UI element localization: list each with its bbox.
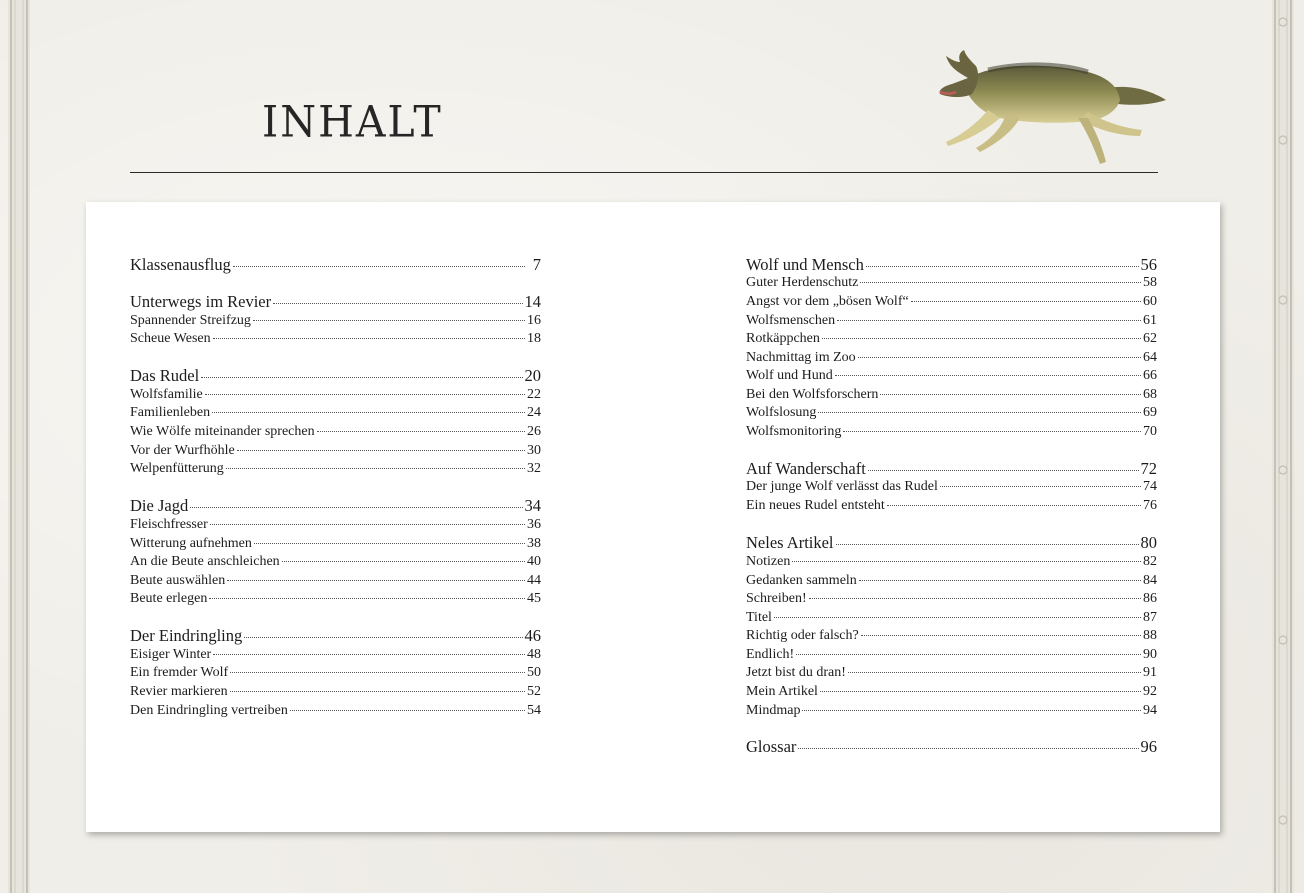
dot-leader [802,710,1141,711]
toc-entry [130,423,541,441]
toc-entry [130,312,541,330]
toc-entry [746,293,1157,311]
toc-entry-page-number: 64 [1143,350,1157,365]
dot-leader [860,282,1141,283]
toc-entry-page-number: 70 [1143,424,1157,439]
toc-entry-page-number: 91 [1143,665,1157,680]
toc-chapter-entry [130,256,541,274]
toc-entry-title: Den Eindringling vertreiben [130,703,288,718]
dot-leader [237,450,525,451]
dot-leader [290,710,525,711]
dot-leader [837,320,1141,321]
toc-entry-title: Bei den Wolfsforschern [746,387,879,402]
toc-entry-page-number: 38 [527,536,541,551]
dot-leader [774,617,1141,618]
toc-entry-title: Fleischfresser [130,517,208,532]
toc-entry-page-number: 82 [1143,554,1157,569]
toc-entry-title: Auf Wanderschaft [746,459,866,478]
dot-leader [282,561,525,562]
toc-entry [130,330,541,348]
toc-entry-title: Der Eindringling [130,626,243,645]
toc-entry-page-number: 66 [1143,368,1157,383]
toc-entry-page-number: 62 [1143,331,1157,346]
toc-entry-title: Rotkäppchen [746,331,820,346]
toc-entry-title: Wolfslosung [746,405,817,420]
dot-leader [858,357,1141,358]
toc-entry-page-number: 44 [527,573,541,588]
toc-entry [746,646,1157,664]
dot-leader [213,338,525,339]
toc-entry-page-number: 14 [524,292,541,311]
toc-entry-title: Eisiger Winter [130,647,212,662]
toc-entry [746,664,1157,682]
toc-entry-page-number: 76 [1143,498,1157,513]
toc-entry-title: Glossar [746,737,797,756]
toc-entry-title: Welpenfütterung [130,461,224,476]
toc-entry [130,553,541,571]
dot-leader [820,691,1141,692]
toc-entry-page-number: 45 [527,591,541,606]
toc-entry [130,572,541,590]
toc-entry-page-number: 30 [527,443,541,458]
toc-entry-page-number: 80 [1140,533,1157,552]
toc-chapter-entry [130,627,541,645]
dot-leader [822,338,1141,339]
toc-entry [130,535,541,553]
toc-entry-title: Notizen [746,554,791,569]
toc-entry [130,404,541,422]
toc-entry-title: Schreiben! [746,591,807,606]
toc-entry [746,478,1157,496]
toc-entry-page-number: 7 [532,255,541,274]
toc-entry [746,497,1157,515]
toc-entry [130,683,541,701]
toc-entry-title: Unterwegs im Revier [130,292,272,311]
toc-entry-title: Beute erlegen [130,591,208,606]
toc-entry-page-number: 26 [527,424,541,439]
toc-entry-title: Spannender Streifzug [130,313,251,328]
toc-chapter-entry [746,256,1157,274]
toc-entry-title: Wolfsmenschen [746,313,836,328]
toc-entry-title: Revier markieren [130,684,228,699]
dot-leader [227,580,525,581]
dot-leader [226,468,525,469]
toc-entry-page-number: 22 [527,387,541,402]
toc-entry-page-number: 50 [527,665,541,680]
toc-entry [746,609,1157,627]
toc-entry [746,367,1157,385]
dot-leader [843,431,1141,432]
dot-leader [212,412,525,413]
toc-entry [746,423,1157,441]
toc-entry-page-number: 87 [1143,610,1157,625]
dot-leader [230,691,525,692]
toc-entry-title: Endlich! [746,647,795,662]
toc-entry-page-number: 56 [1140,255,1157,274]
dot-leader [868,470,1139,471]
toc-entry-title: Vor der Wurfhöhle [130,443,235,458]
toc-entry [746,330,1157,348]
toc-entry [746,553,1157,571]
dot-leader [798,748,1138,749]
toc-entry [130,442,541,460]
dot-leader [254,543,525,544]
dot-leader [848,672,1141,673]
dot-leader [233,266,525,267]
toc-entry-title: Angst vor dem „bösen Wolf“ [746,294,909,309]
toc-entry-title: Der junge Wolf verlässt das Rudel [746,479,938,494]
toc-entry [130,646,541,664]
toc-entry-title: Klassenausflug [130,255,231,274]
dot-leader [836,544,1139,545]
dot-leader [244,637,522,638]
dot-leader [887,505,1141,506]
dot-leader [792,561,1141,562]
ornamental-border-right [1270,0,1296,893]
toc-entry-title: An die Beute anschleichen [130,554,280,569]
ornamental-border-left [6,0,32,893]
toc-entry-page-number: 48 [527,647,541,662]
toc-entry-page-number: 32 [527,461,541,476]
toc-entry-page-number: 54 [527,703,541,718]
dot-leader [201,377,522,378]
toc-entry-title: Familienleben [130,405,211,420]
toc-entry [746,702,1157,720]
toc-entry [746,627,1157,645]
toc-entry [130,516,541,534]
toc-entry-title: Ein fremder Wolf [130,665,229,680]
toc-entry-title: Gedanken sammeln [746,573,857,588]
dot-leader [818,412,1141,413]
toc-entry-title: Richtig oder falsch? [746,628,859,643]
toc-entry [130,664,541,682]
dot-leader [210,524,525,525]
toc-entry [746,386,1157,404]
dot-leader [213,654,525,655]
toc-entry [130,460,541,478]
toc-entry-page-number: 96 [1140,737,1157,756]
toc-entry-page-number: 72 [1140,459,1157,478]
toc-entry [130,386,541,404]
toc-chapter-entry [130,293,541,311]
dot-leader [253,320,525,321]
toc-entry [746,349,1157,367]
toc-entry-page-number: 68 [1143,387,1157,402]
toc-entry-page-number: 46 [524,626,541,645]
toc-entry-title: Titel [746,610,772,625]
dot-leader [190,507,522,508]
toc-entry [130,702,541,720]
toc-entry-page-number: 90 [1143,647,1157,662]
toc-entry-page-number: 92 [1143,684,1157,699]
toc-entry-title: Neles Artikel [746,533,834,552]
toc-entry-title: Guter Herdenschutz [746,275,859,290]
dot-leader [317,431,525,432]
toc-entry-page-number: 60 [1143,294,1157,309]
toc-entry-page-number: 74 [1143,479,1157,494]
toc-entry-title: Wolfsmonitoring [746,424,842,439]
toc-entry-title: Jetzt bist du dran! [746,665,846,680]
toc-entry-title: Wolf und Hund [746,368,833,383]
toc-entry-page-number: 16 [527,313,541,328]
toc-entry-title: Mein Artikel [746,684,818,699]
dot-leader [866,266,1139,267]
toc-entry [746,274,1157,292]
dot-leader [209,598,525,599]
dot-leader [273,303,522,304]
toc-entry-page-number: 24 [527,405,541,420]
dot-leader [809,598,1141,599]
toc-entry-page-number: 88 [1143,628,1157,643]
toc-entry-page-number: 40 [527,554,541,569]
toc-chapter-entry [130,497,541,515]
toc-entry-title: Beute auswählen [130,573,226,588]
toc-entry-page-number: 58 [1143,275,1157,290]
dot-leader [880,394,1141,395]
dot-leader [230,672,525,673]
toc-entry-title: Mindmap [746,703,801,718]
dot-leader [859,580,1141,581]
dot-leader [940,486,1141,487]
toc-chapter-entry [746,738,1157,756]
toc-chapter-entry [746,460,1157,478]
toc-entry-page-number: 61 [1143,313,1157,328]
dot-leader [796,654,1141,655]
title-divider [130,172,1158,173]
toc-entry-title: Witterung aufnehmen [130,536,252,551]
running-wolf-icon [928,48,1178,170]
toc-entry [746,312,1157,330]
toc-chapter-entry [130,367,541,385]
page-title: INHALT [262,96,443,148]
toc-entry-title: Scheue Wesen [130,331,211,346]
toc-entry-title: Das Rudel [130,366,200,385]
toc-entry [746,404,1157,422]
toc-chapter-entry [746,534,1157,552]
toc-entry-title: Die Jagd [130,496,189,515]
dot-leader [861,635,1141,636]
toc-entry-page-number: 84 [1143,573,1157,588]
toc-entry [746,590,1157,608]
toc-entry-page-number: 34 [524,496,541,515]
dot-leader [835,375,1141,376]
dot-leader [205,394,525,395]
toc-entry-page-number: 86 [1143,591,1157,606]
toc-entry [746,683,1157,701]
dot-leader [911,301,1141,302]
toc-entry-page-number: 69 [1143,405,1157,420]
toc-entry [746,572,1157,590]
toc-entry-page-number: 94 [1143,703,1157,718]
toc-entry [130,590,541,608]
toc-entry-title: Wolf und Mensch [746,255,864,274]
toc-entry-title: Ein neues Rudel entsteht [746,498,885,513]
toc-entry-page-number: 52 [527,684,541,699]
toc-entry-page-number: 18 [527,331,541,346]
toc-entry-title: Wolfsfamilie [130,387,203,402]
toc-entry-page-number: 20 [524,366,541,385]
toc-entry-page-number: 36 [527,517,541,532]
toc-entry-title: Wie Wölfe miteinander sprechen [130,424,315,439]
toc-entry-title: Nachmittag im Zoo [746,350,856,365]
